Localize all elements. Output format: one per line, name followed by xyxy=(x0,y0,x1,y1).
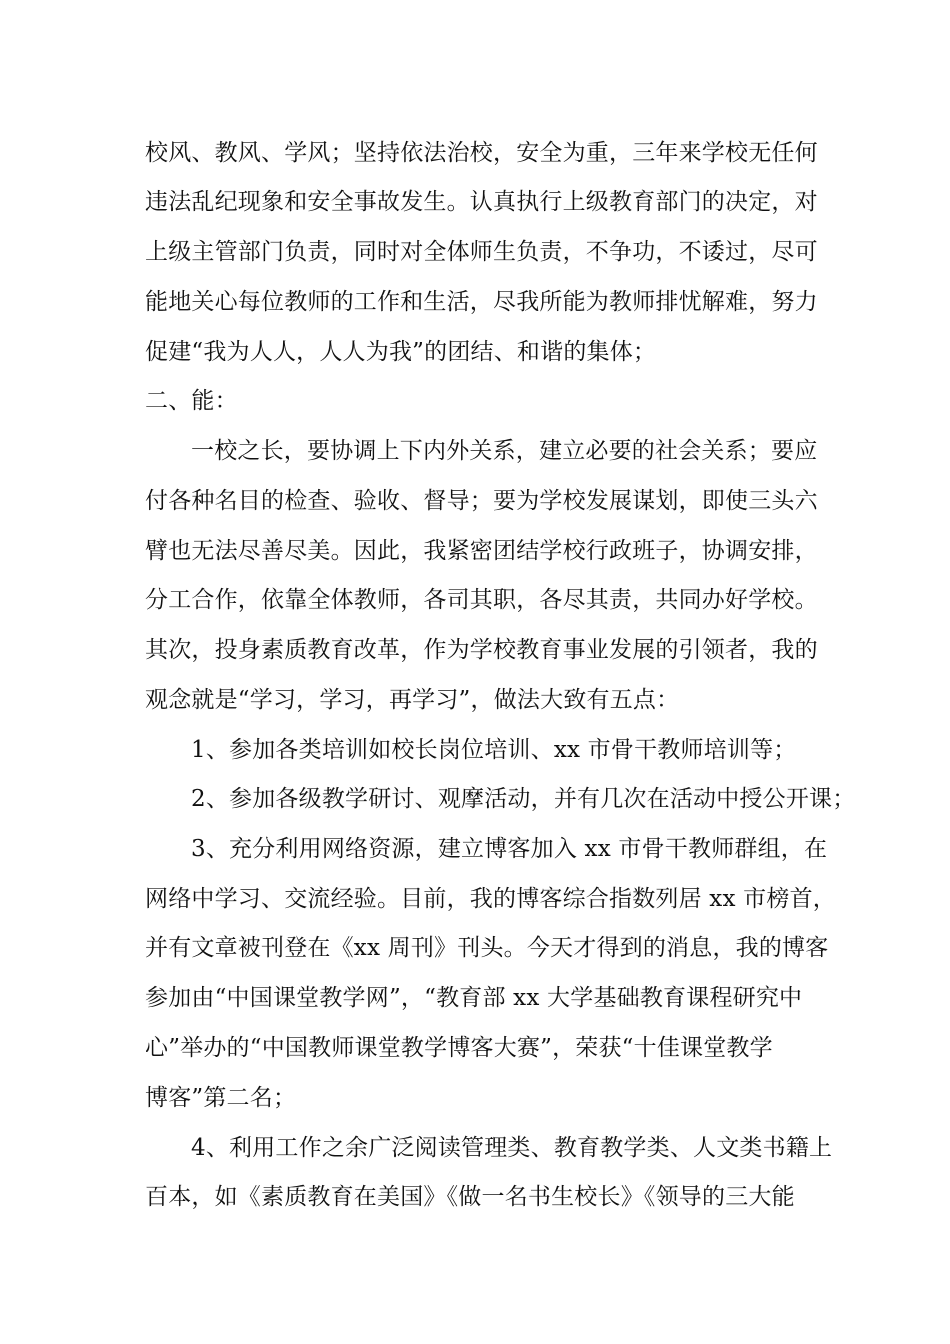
text-line: 网络中学习、交流经验。目前，我的博客综合指数列居 xx 市榜首， xyxy=(145,886,836,912)
text-line: 校风、教风、学风；坚持依法治校，安全为重，三年来学校无任何 xyxy=(145,140,818,166)
section-heading: 二、能： xyxy=(145,388,238,414)
text-line: 付各种名目的检查、验收、督导；要为学校发展谋划，即使三头六 xyxy=(145,488,818,514)
list-item: 4、利用工作之余广泛阅读管理类、教育教学类、人文类书籍上 xyxy=(191,1135,833,1161)
list-item: 2、参加各级教学研讨、观摩活动，并有几次在活动中授公开课； xyxy=(191,786,856,812)
list-item: 1、参加各类培训如校长岗位培训、xx 市骨干教师培训等； xyxy=(191,737,797,763)
list-item: 3、充分利用网络资源，建立博客加入 xx 市骨干教师群组，在 xyxy=(191,836,828,862)
text-line: 百本，如《素质教育在美国》《做一名书生校长》《领导的三大能 xyxy=(145,1184,795,1210)
text-line: 参加由“中国课堂教学网”，“教育部 xx 大学基础教育课程研究中 xyxy=(145,985,803,1011)
text-line: 上级主管部门负责，同时对全体师生负责，不争功，不诿过，尽可 xyxy=(145,239,818,265)
text-line: 违法乱纪现象和安全事故发生。认真执行上级教育部门的决定，对 xyxy=(145,189,818,215)
text-line: 促建“我为人人，人人为我”的团结、和谐的集体； xyxy=(145,339,657,365)
text-line: 分工合作，依靠全体教师，各司其职，各尽其责，共同办好学校。 xyxy=(145,587,818,613)
paragraph-first-line: 一校之长，要协调上下内外关系，建立必要的社会关系；要应 xyxy=(191,438,818,464)
text-line: 观念就是“学习，学习，再学习”，做法大致有五点： xyxy=(145,687,680,713)
text-line: 并有文章被刊登在《xx 周刊》刊头。今天才得到的消息，我的博客 xyxy=(145,935,829,961)
text-line: 其次，投身素质教育改革，作为学校教育事业发展的引领者，我的 xyxy=(145,637,818,663)
text-line: 博客”第二名； xyxy=(145,1085,297,1111)
text-line: 心”举办的“中国教师课堂教学博客大赛”，荣获“十佳课堂教学 xyxy=(145,1035,773,1061)
text-line: 臂也无法尽善尽美。因此，我紧密团结学校行政班子，协调安排， xyxy=(145,538,818,564)
text-line: 能地关心每位教师的工作和生活，尽我所能为教师排忧解难，努力 xyxy=(145,289,818,315)
